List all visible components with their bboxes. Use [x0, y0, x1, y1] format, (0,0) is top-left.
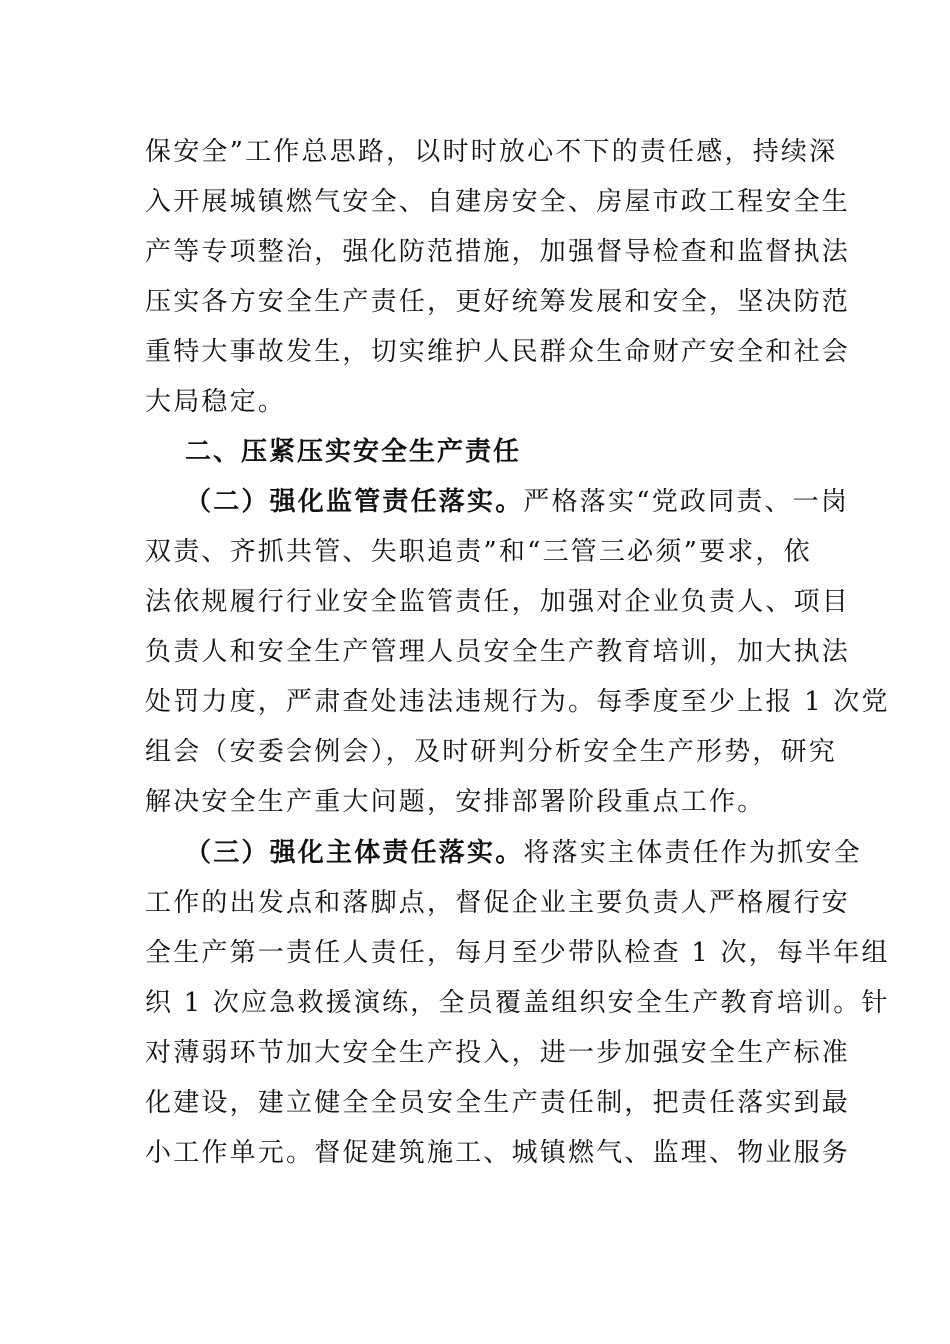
body-text-line: 小工作单元。督促建筑施工、城镇燃气、监理、物业服务: [145, 1138, 851, 1168]
paragraph-lead-text: 严格落实“党政同责、一岗: [523, 487, 850, 517]
body-text-line: 组会（安委会例会），及时研判分析安全生产形势，研究: [145, 737, 838, 767]
paragraph-first-line: [185, 833, 862, 873]
body-text-line: 保安全”工作总思路，以时时放心不下的责任感，持续深: [145, 137, 838, 167]
paragraph-lead-title: （二）强化监管责任落实。: [185, 487, 524, 517]
body-text-line: 产等专项整治，强化防范措施，加强督导检查和监督执法: [145, 237, 851, 267]
body-text-line: 大局稳定。: [145, 387, 287, 417]
body-text-line: 法依规履行行业安全监管责任，加强对企业负责人、项目: [145, 587, 851, 617]
paragraph-lead-text: 将落实主体责任作为抓安全: [523, 838, 862, 868]
body-text-line: 化建设，建立健全全员安全生产责任制，把责任落实到最: [145, 1088, 851, 1118]
body-text-line: 全生产第一责任人责任，每月至少带队检查 1 次，每半年组: [145, 938, 890, 968]
body-text-line: 对薄弱环节加大安全生产投入，进一步加强安全生产标准: [145, 1038, 851, 1068]
body-text-line: 负责人和安全生产管理人员安全生产教育培训，加大执法: [145, 637, 851, 667]
body-text-line: 入开展城镇燃气安全、自建房安全、房屋市政工程安全生: [145, 187, 851, 217]
body-text-line: 重特大事故发生，切实维护人民群众生命财产安全和社会: [145, 337, 851, 367]
body-text-line: 双责、齐抓共管、失职追责”和“三管三必须”要求，依: [145, 537, 812, 567]
body-text-line: 压实各方安全生产责任，更好统筹发展和安全，坚决防范: [145, 287, 851, 317]
paragraph-lead-title: （三）强化主体责任落实。: [185, 838, 524, 868]
body-text-line: 处罚力度，严肃查处违法违规行为。每季度至少上报 1 次党: [145, 687, 890, 717]
section-heading: 二、压紧压实安全生产责任: [185, 437, 522, 467]
body-text-line: 工作的出发点和落脚点，督促企业主要负责人严格履行安: [145, 888, 851, 918]
body-text-line: 解决安全生产重大问题，安排部署阶段重点工作。: [145, 787, 766, 817]
paragraph-first-line: [185, 482, 850, 522]
body-text-line: 织 1 次应急救援演练，全员覆盖组织安全生产教育培训。针: [145, 988, 890, 1018]
